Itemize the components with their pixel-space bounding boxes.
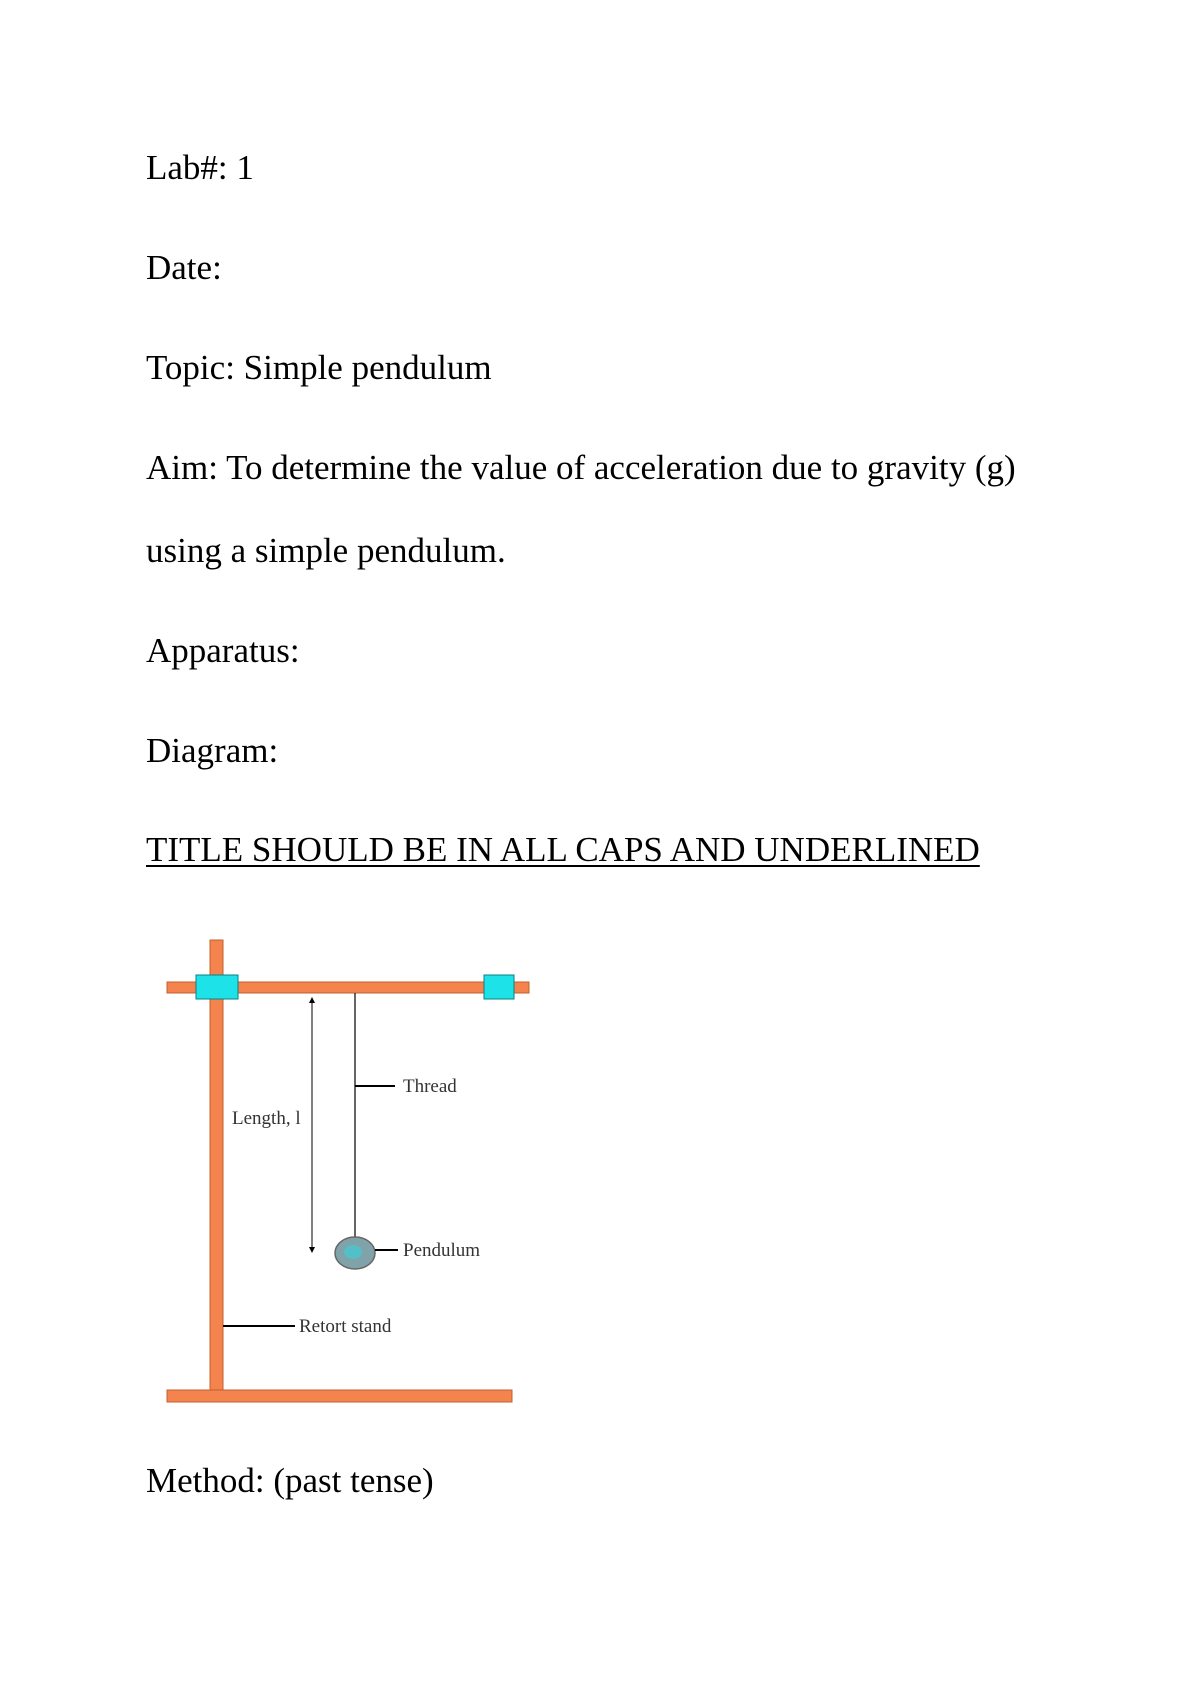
stand-rod [210, 940, 223, 1395]
aim-line-2: using a simple pendulum. [146, 531, 506, 570]
stand-base [167, 1390, 512, 1402]
boss-clamp-left [196, 975, 238, 999]
diagram-heading: Diagram: [146, 731, 279, 770]
boss-clamp-right [484, 975, 514, 999]
pendulum-label: Pendulum [403, 1240, 481, 1261]
method-heading: Method: (past tense) [146, 1461, 434, 1500]
pendulum-diagram [150, 930, 550, 1420]
lab-number: Lab#: 1 [146, 148, 254, 187]
length-label: Length, l [232, 1108, 301, 1129]
aim-line-1: Aim: To determine the value of acceleration due to gravity (g) [146, 448, 1016, 487]
pendulum-bob-highlight [344, 1245, 362, 1259]
date-field: Date: [146, 248, 222, 287]
title-instruction: TITLE SHOULD BE IN ALL CAPS AND UNDERLINED [146, 830, 980, 869]
topic-line: Topic: Simple pendulum [146, 348, 492, 387]
thread-label: Thread [403, 1076, 457, 1097]
apparatus-heading: Apparatus: [146, 631, 300, 670]
retort-stand-label: Retort stand [299, 1316, 392, 1337]
